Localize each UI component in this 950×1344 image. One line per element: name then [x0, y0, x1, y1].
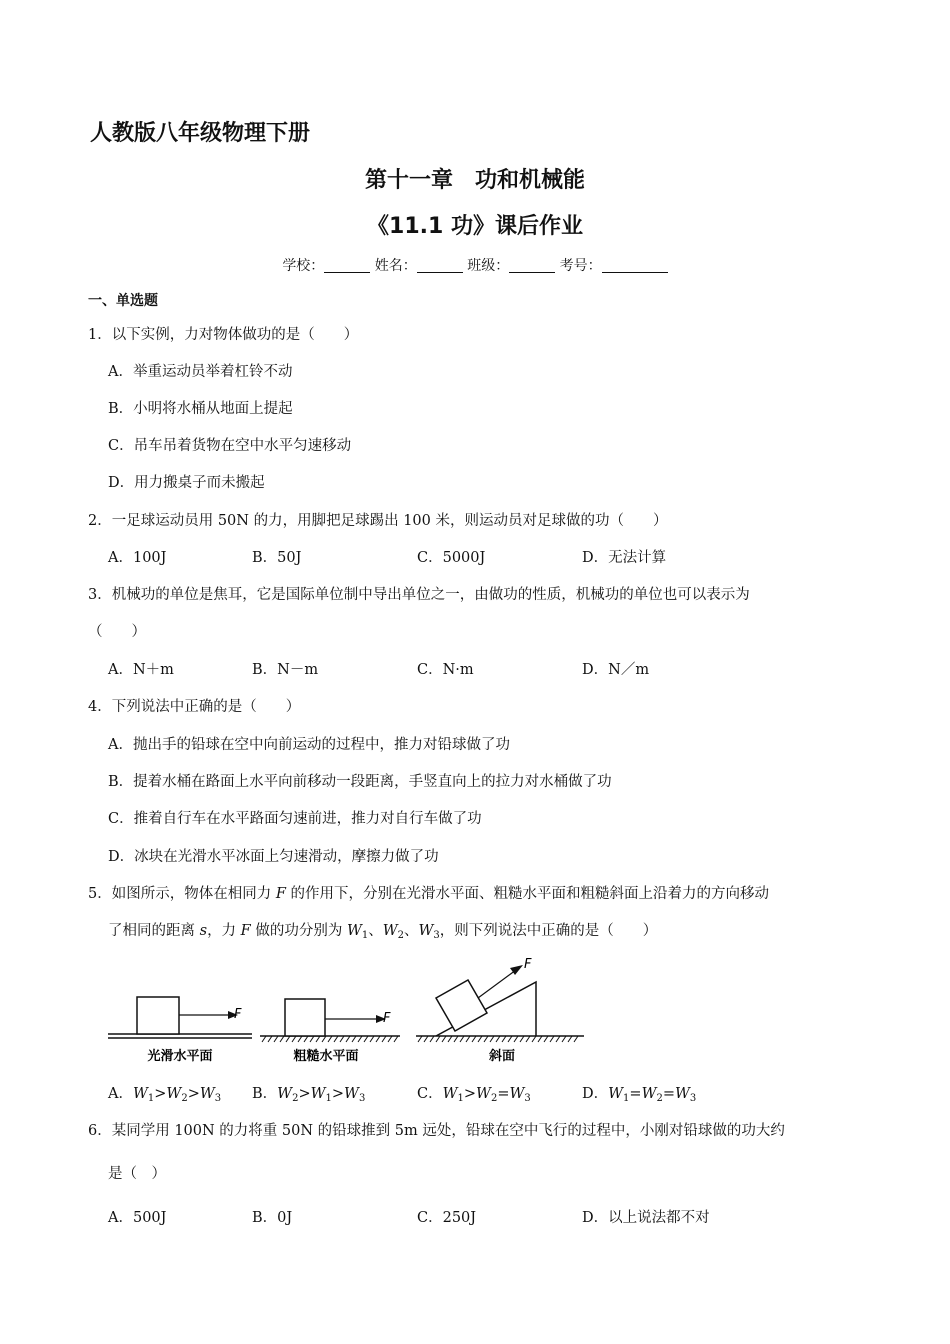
section-title: 一、单选题 — [88, 293, 158, 309]
class-label: 班级： — [467, 258, 510, 274]
question-1-option-a[interactable]: A．举重运动员举着杠铃不动 — [108, 364, 293, 380]
question-4-option-c[interactable]: C．推着自行车在水平路面匀速前进，推力对自行车做了功 — [108, 811, 482, 827]
caption-incline: 斜面 — [488, 1049, 516, 1064]
exam-number-label: 考号： — [559, 258, 602, 274]
question-1-stem: 1．以下实例，力对物体做功的是（ ） — [88, 327, 359, 343]
question-5-stem: 5．如图所示，物体在相同力 F 的作用下，分别在光滑水平面、粗糙水平面和粗糙斜面上沿着力的方向移动 — [88, 886, 770, 902]
class-blank[interactable] — [509, 258, 555, 273]
question-2-option-d[interactable]: D．无法计算 — [582, 550, 667, 566]
question-4-option-d[interactable]: D．冰块在光滑水平冰面上匀速滑动，摩擦力做了功 — [108, 849, 439, 865]
question-2-option-c[interactable]: C．5000J — [417, 550, 486, 566]
force-label: F — [524, 957, 532, 972]
rough-surface-diagram — [260, 999, 400, 1064]
question-3-stem: 3．机械功的单位是焦耳，它是国际单位制中导出单位之一，由做功的性质，机械功的单位也可以表示为 — [88, 587, 750, 603]
lesson-title: 《11.1 功》课后作业 — [367, 214, 583, 239]
caption-smooth: 光滑水平面 — [147, 1049, 213, 1064]
question-2-stem: 2．一足球运动员用 50N 的力，用脚把足球踢出 100 米，则运动员对足球做的功（ ） — [88, 513, 668, 529]
incline-diagram — [416, 957, 584, 1064]
question-4-option-b[interactable]: B．提着水桶在路面上水平向前移动一段距离，手竖直向上的拉力对水桶做了功 — [108, 774, 612, 790]
caption-rough: 粗糙水平面 — [293, 1049, 359, 1064]
question-3-option-b[interactable]: B．N－m — [252, 662, 319, 678]
question-6-option-c[interactable]: C．250J — [417, 1210, 477, 1226]
question-3-stem-continued: （ ） — [88, 624, 146, 640]
question-5-figure — [100, 952, 600, 1067]
question-1-option-b[interactable]: B．小明将水桶从地面上提起 — [108, 401, 293, 417]
rough-hatching — [262, 1036, 398, 1042]
chapter-title: 第十一章 功和机械能 — [364, 168, 585, 193]
question-5-stem-continued: 了相同的距离 s，力 F 做的功分别为 $W_1$、$W_2$、$W_3$，则下列说法中正确的是（ ） — [108, 923, 658, 941]
school-blank[interactable] — [324, 258, 370, 273]
exam-number-blank[interactable] — [602, 258, 668, 273]
question-3-option-c[interactable]: C．N·m — [417, 662, 474, 678]
school-label: 学校： — [282, 258, 325, 274]
question-3-option-d[interactable]: D．N／m — [582, 662, 650, 678]
block-shape — [137, 997, 179, 1034]
smooth-surface-diagram — [108, 997, 252, 1064]
question-6-option-d[interactable]: D．以上说法都不对 — [582, 1210, 710, 1226]
question-6-stem-continued: 是（ ） — [108, 1166, 166, 1182]
question-4-option-a[interactable]: A．抛出手的铅球在空中向前运动的过程中，推力对铅球做了功 — [108, 737, 510, 753]
question-5-option-b[interactable]: B．$W_2>W_1>W_3$ — [252, 1086, 366, 1104]
question-2-option-a[interactable]: A．100J — [108, 550, 167, 566]
question-6-option-a[interactable]: A．500J — [108, 1210, 167, 1226]
question-1-option-d[interactable]: D．用力搬桌子而未搬起 — [108, 475, 265, 491]
question-6-option-b[interactable]: B．0J — [252, 1210, 293, 1226]
question-6-stem: 6．某同学用 100N 的力将重 50N 的铅球推到 5m 远处，铅球在空中飞行的过程中，小刚对铅球做的功大约 — [88, 1123, 785, 1139]
book-title: 人教版八年级物理下册 — [90, 121, 311, 146]
block-shape — [285, 999, 325, 1036]
force-label: F — [234, 1007, 242, 1022]
student-info-line — [0, 255, 950, 275]
question-5-option-a[interactable]: A．$W_1>W_2>W_3$ — [108, 1086, 222, 1104]
question-2-option-b[interactable]: B．50J — [252, 550, 302, 566]
question-4-stem: 4．下列说法中正确的是（ ） — [88, 699, 301, 715]
question-3-option-a[interactable]: A．N＋m — [108, 662, 174, 678]
force-label: F — [383, 1011, 391, 1026]
block-shape — [436, 980, 487, 1031]
rough-hatching — [418, 1036, 578, 1042]
question-1-option-c[interactable]: C．吊车吊着货物在空中水平匀速移动 — [108, 438, 352, 454]
name-blank[interactable] — [417, 258, 463, 273]
question-5-option-d[interactable]: D．$W_1=W_2=W_3$ — [582, 1086, 697, 1104]
name-label: 姓名： — [374, 258, 417, 274]
question-5-option-c[interactable]: C．$W_1>W_2=W_3$ — [417, 1086, 531, 1104]
